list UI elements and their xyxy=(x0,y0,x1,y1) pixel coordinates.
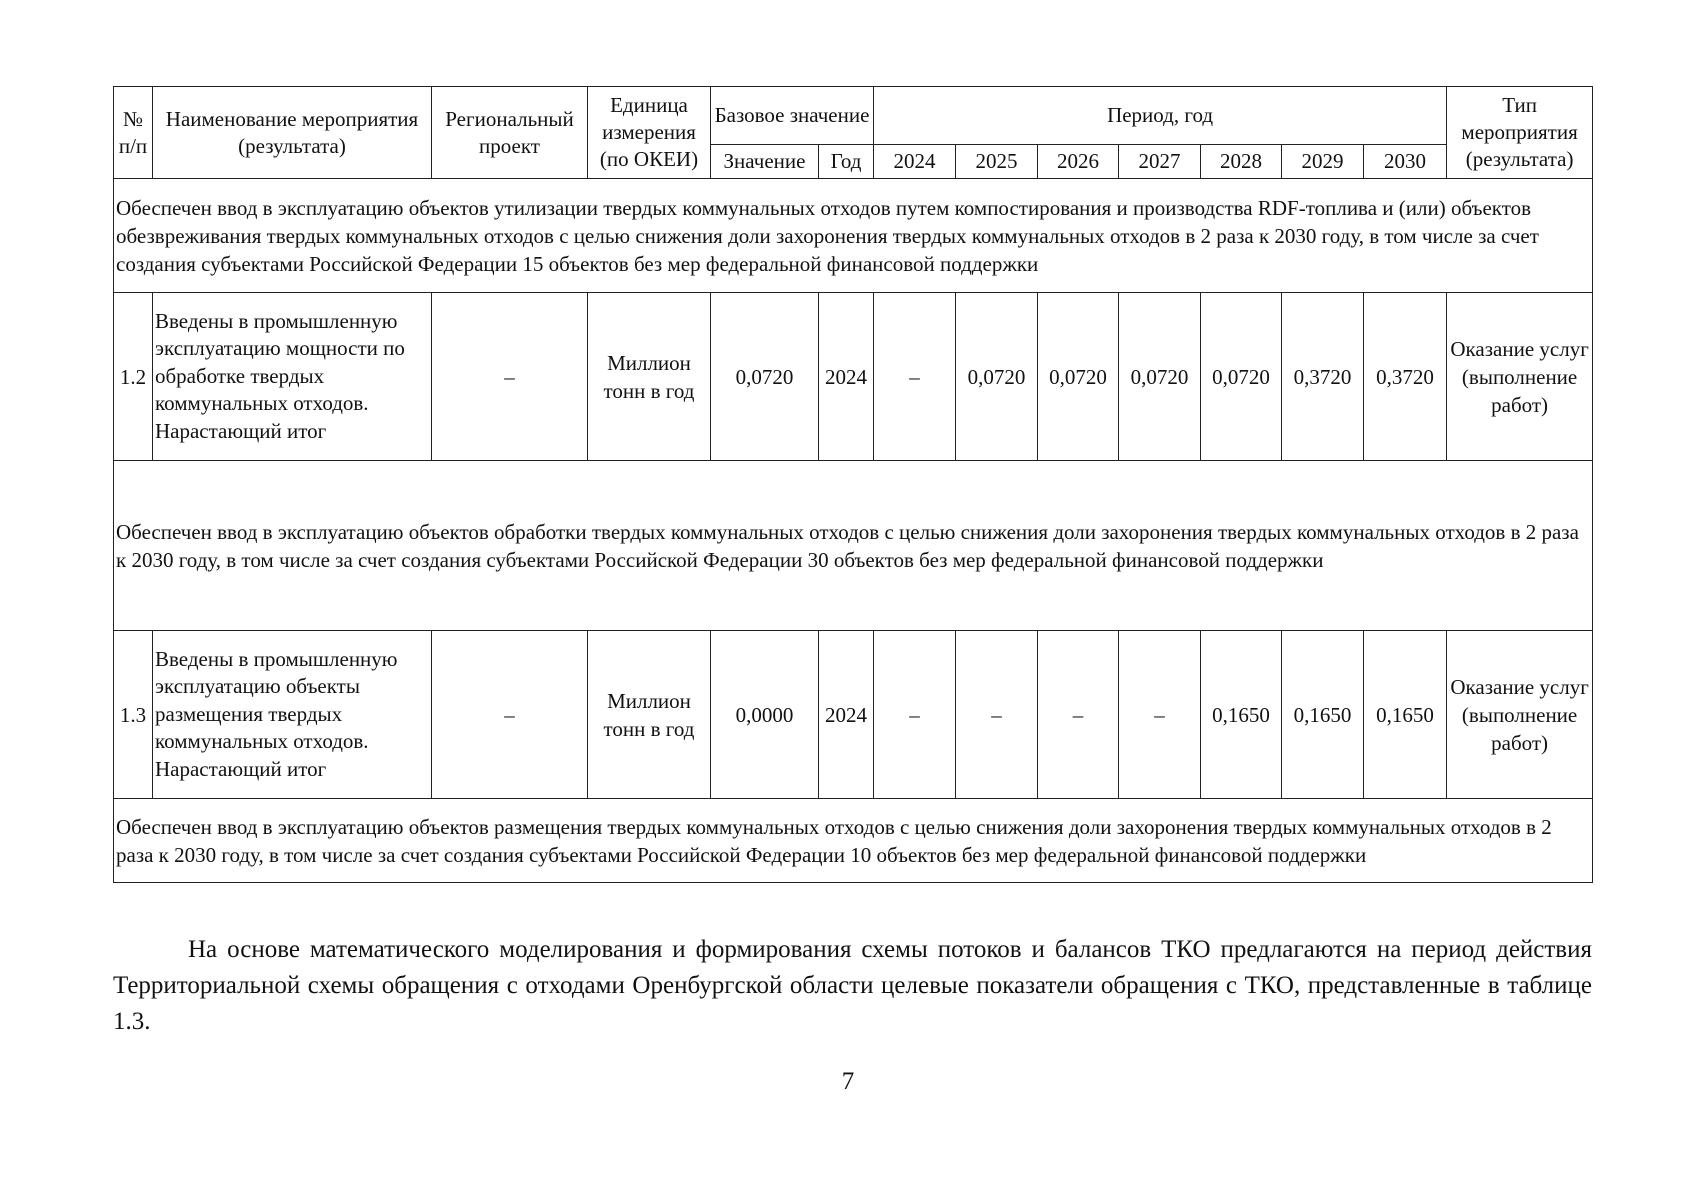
table-row xyxy=(114,631,1593,799)
header-base-year: Год xyxy=(819,145,874,179)
row-type: Оказание услуг (выполнение работ) xyxy=(1447,631,1593,799)
section-text: Обеспечен ввод в эксплуатацию объектов размещения твердых коммунальных отходов с целью снижения доли захоронения твердых коммунальных отходов в 2 раза к 2030 году, в том числе за счет создания субъектами Российской Федерации 10 объектов без мер федеральной финансовой поддержки xyxy=(114,799,1593,883)
row-unit: Миллион тонн в год xyxy=(588,293,711,461)
body-paragraph: На основе математического моделирования и формирования схемы потоков и балансов ТКО предлагаются на период действия Территориальной схемы обращения с отходами Оренбургской области целевые показатели обращения с ТКО, представленные в таблице 1.3. xyxy=(113,936,1592,1035)
header-year: 2024 xyxy=(874,145,956,179)
row-year-value: 0,1650 xyxy=(1364,631,1447,799)
row-year-value: 0,1650 xyxy=(1282,631,1364,799)
header-base-value: Значение xyxy=(711,145,819,179)
row-project: – xyxy=(432,631,588,799)
row-name: Введены в промышленную эксплуатацию объекты размещения твердых коммунальных отходов. Нарастающий итог xyxy=(153,631,432,799)
row-year-value: – xyxy=(874,631,956,799)
section-row xyxy=(114,461,1593,631)
table-row xyxy=(114,293,1593,461)
section-text: Обеспечен ввод в эксплуатацию объектов утилизации твердых коммунальных отходов путем компостирования и производства RDF-топлива и (или) объектов обезвреживания твердых коммунальных отходов с целью снижения доли захоронения твердых коммунальных отходов в 2 раза к 2030 году, в том числе за счет создания субъектами Российской Федерации 15 объектов без мер федеральной финансовой поддержки xyxy=(114,179,1593,293)
row-base-value: 0,0720 xyxy=(711,293,819,461)
row-year-value: – xyxy=(1038,631,1119,799)
header-type: Тип мероприятия (результата) xyxy=(1447,87,1593,179)
row-name: Введены в промышленную эксплуатацию мощности по обработке твердых коммунальных отходов. Нарастающий итог xyxy=(153,293,432,461)
section-row xyxy=(114,179,1593,293)
row-base-year: 2024 xyxy=(819,293,874,461)
row-year-value: – xyxy=(1119,631,1201,799)
header-num: № п/п xyxy=(114,87,153,179)
page-number: 7 xyxy=(841,1068,855,1095)
header-year: 2027 xyxy=(1119,145,1201,179)
row-unit: Миллион тонн в год xyxy=(588,631,711,799)
header-base: Базовое значение xyxy=(711,87,874,145)
row-base-year: 2024 xyxy=(819,631,874,799)
header-period: Период, год xyxy=(874,87,1447,145)
header-year: 2029 xyxy=(1282,145,1364,179)
row-base-value: 0,0000 xyxy=(711,631,819,799)
row-year-value: – xyxy=(874,293,956,461)
header-unit: Единица измерения (по ОКЕИ) xyxy=(588,87,711,179)
row-year-value: 0,1650 xyxy=(1201,631,1282,799)
row-project: – xyxy=(432,293,588,461)
row-year-value: 0,0720 xyxy=(1119,293,1201,461)
header-name: Наименование мероприятия (результата) xyxy=(153,87,432,179)
header-year: 2028 xyxy=(1201,145,1282,179)
row-type: Оказание услуг (выполнение работ) xyxy=(1447,293,1593,461)
row-year-value: – xyxy=(956,631,1038,799)
row-year-value: 0,0720 xyxy=(1201,293,1282,461)
row-year-value: 0,3720 xyxy=(1282,293,1364,461)
section-text: Обеспечен ввод в эксплуатацию объектов обработки твердых коммунальных отходов с целью снижения доли захоронения твердых коммунальных отходов в 2 раза к 2030 году, в том числе за счет создания субъектами Российской Федерации 30 объектов без мер федеральной финансовой поддержки xyxy=(114,461,1593,631)
header-year: 2030 xyxy=(1364,145,1447,179)
header-year: 2025 xyxy=(956,145,1038,179)
header-year: 2026 xyxy=(1038,145,1119,179)
header-project: Региональный проект xyxy=(432,87,588,179)
row-year-value: 0,3720 xyxy=(1364,293,1447,461)
row-year-value: 0,0720 xyxy=(1038,293,1119,461)
row-num: 1.2 xyxy=(114,293,153,461)
header-row-1 xyxy=(114,87,1593,145)
row-num: 1.3 xyxy=(114,631,153,799)
row-year-value: 0,0720 xyxy=(956,293,1038,461)
targets-table xyxy=(113,86,1593,883)
section-row xyxy=(114,799,1593,883)
